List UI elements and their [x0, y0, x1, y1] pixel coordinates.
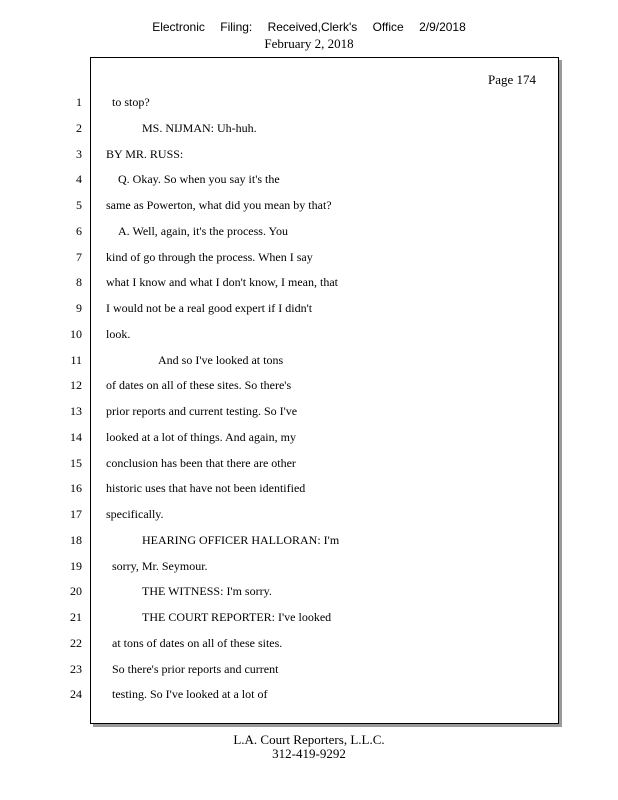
line-number: 2 — [76, 120, 82, 135]
line-number: 6 — [76, 223, 82, 238]
page-number: Page 174 — [487, 72, 536, 87]
line-text: at tons of dates on all of these sites. — [112, 635, 283, 650]
line-text: looked at a lot of things. And again, my — [106, 429, 296, 444]
line-text: kind of go through the process. When I say — [106, 249, 313, 264]
line-number: 13 — [70, 404, 82, 418]
line-number: 7 — [76, 249, 82, 264]
filing-date: 2/9/2018 — [419, 20, 466, 34]
line-number: 20 — [70, 584, 82, 599]
line-text: MS. NIJMAN: Uh-huh. — [142, 120, 257, 135]
line-text: conclusion has been that there are other — [106, 455, 296, 470]
line-text: look. — [106, 326, 131, 341]
line-number: 12 — [70, 378, 82, 393]
line-number: 4 — [76, 172, 82, 187]
line-text: THE COURT REPORTER: I've looked — [142, 610, 332, 624]
line-number: 24 — [70, 687, 82, 702]
line-text: sorry, Mr. Seymour. — [112, 558, 208, 573]
line-number: 21 — [70, 610, 82, 624]
line-text: of dates on all of these sites. So there's — [106, 378, 292, 393]
line-number: 5 — [76, 198, 82, 212]
line-text: A. Well, again, it's the process. You — [118, 223, 288, 238]
line-text: testing. So I've looked at a lot of — [112, 687, 268, 702]
line-number: 11 — [70, 352, 82, 367]
filing-word-1: Electronic — [152, 20, 205, 34]
line-text: to stop? — [112, 95, 150, 109]
filing-word-4: Office — [372, 20, 404, 34]
line-number: 16 — [70, 481, 82, 496]
line-text: prior reports and current testing. So I've — [106, 404, 298, 418]
line-number: 3 — [76, 146, 82, 161]
footer-company: L.A. Court Reporters, L.L.C. — [233, 732, 385, 747]
line-number: 9 — [76, 301, 82, 315]
filing-word-3: Received,Clerk's — [267, 20, 358, 34]
line-text: And so I've looked at tons — [158, 352, 284, 367]
line-number: 23 — [70, 661, 82, 676]
line-number: 10 — [70, 326, 82, 341]
line-number: 1 — [76, 95, 82, 109]
line-text: Q. Okay. So when you say it's the — [118, 172, 280, 187]
line-text: So there's prior reports and current — [112, 661, 279, 676]
footer-phone: 312-419-9292 — [272, 746, 346, 761]
line-text: what I know and what I don't know, I mean, that — [106, 275, 338, 290]
filing-stamp — [0, 20, 618, 34]
line-number: 14 — [70, 429, 82, 444]
line-number: 18 — [70, 532, 82, 547]
filing-word-2: Filing: — [220, 20, 253, 34]
line-text: I would not be a real good expert if I didn't — [106, 301, 313, 315]
line-text: THE WITNESS: I'm sorry. — [142, 584, 272, 599]
line-text: specifically. — [106, 507, 164, 521]
line-number: 15 — [70, 455, 82, 470]
line-number: 8 — [76, 275, 82, 290]
line-number: 17 — [70, 507, 82, 521]
line-number: 22 — [70, 635, 82, 650]
line-text: BY MR. RUSS: — [106, 146, 184, 161]
line-number: 19 — [70, 558, 82, 573]
line-text: historic uses that have not been identified — [106, 481, 306, 496]
line-text: HEARING OFFICER HALLORAN: I'm — [142, 532, 340, 547]
line-text: same as Powerton, what did you mean by that? — [106, 198, 332, 212]
transcript-date: February 2, 2018 — [264, 36, 354, 51]
